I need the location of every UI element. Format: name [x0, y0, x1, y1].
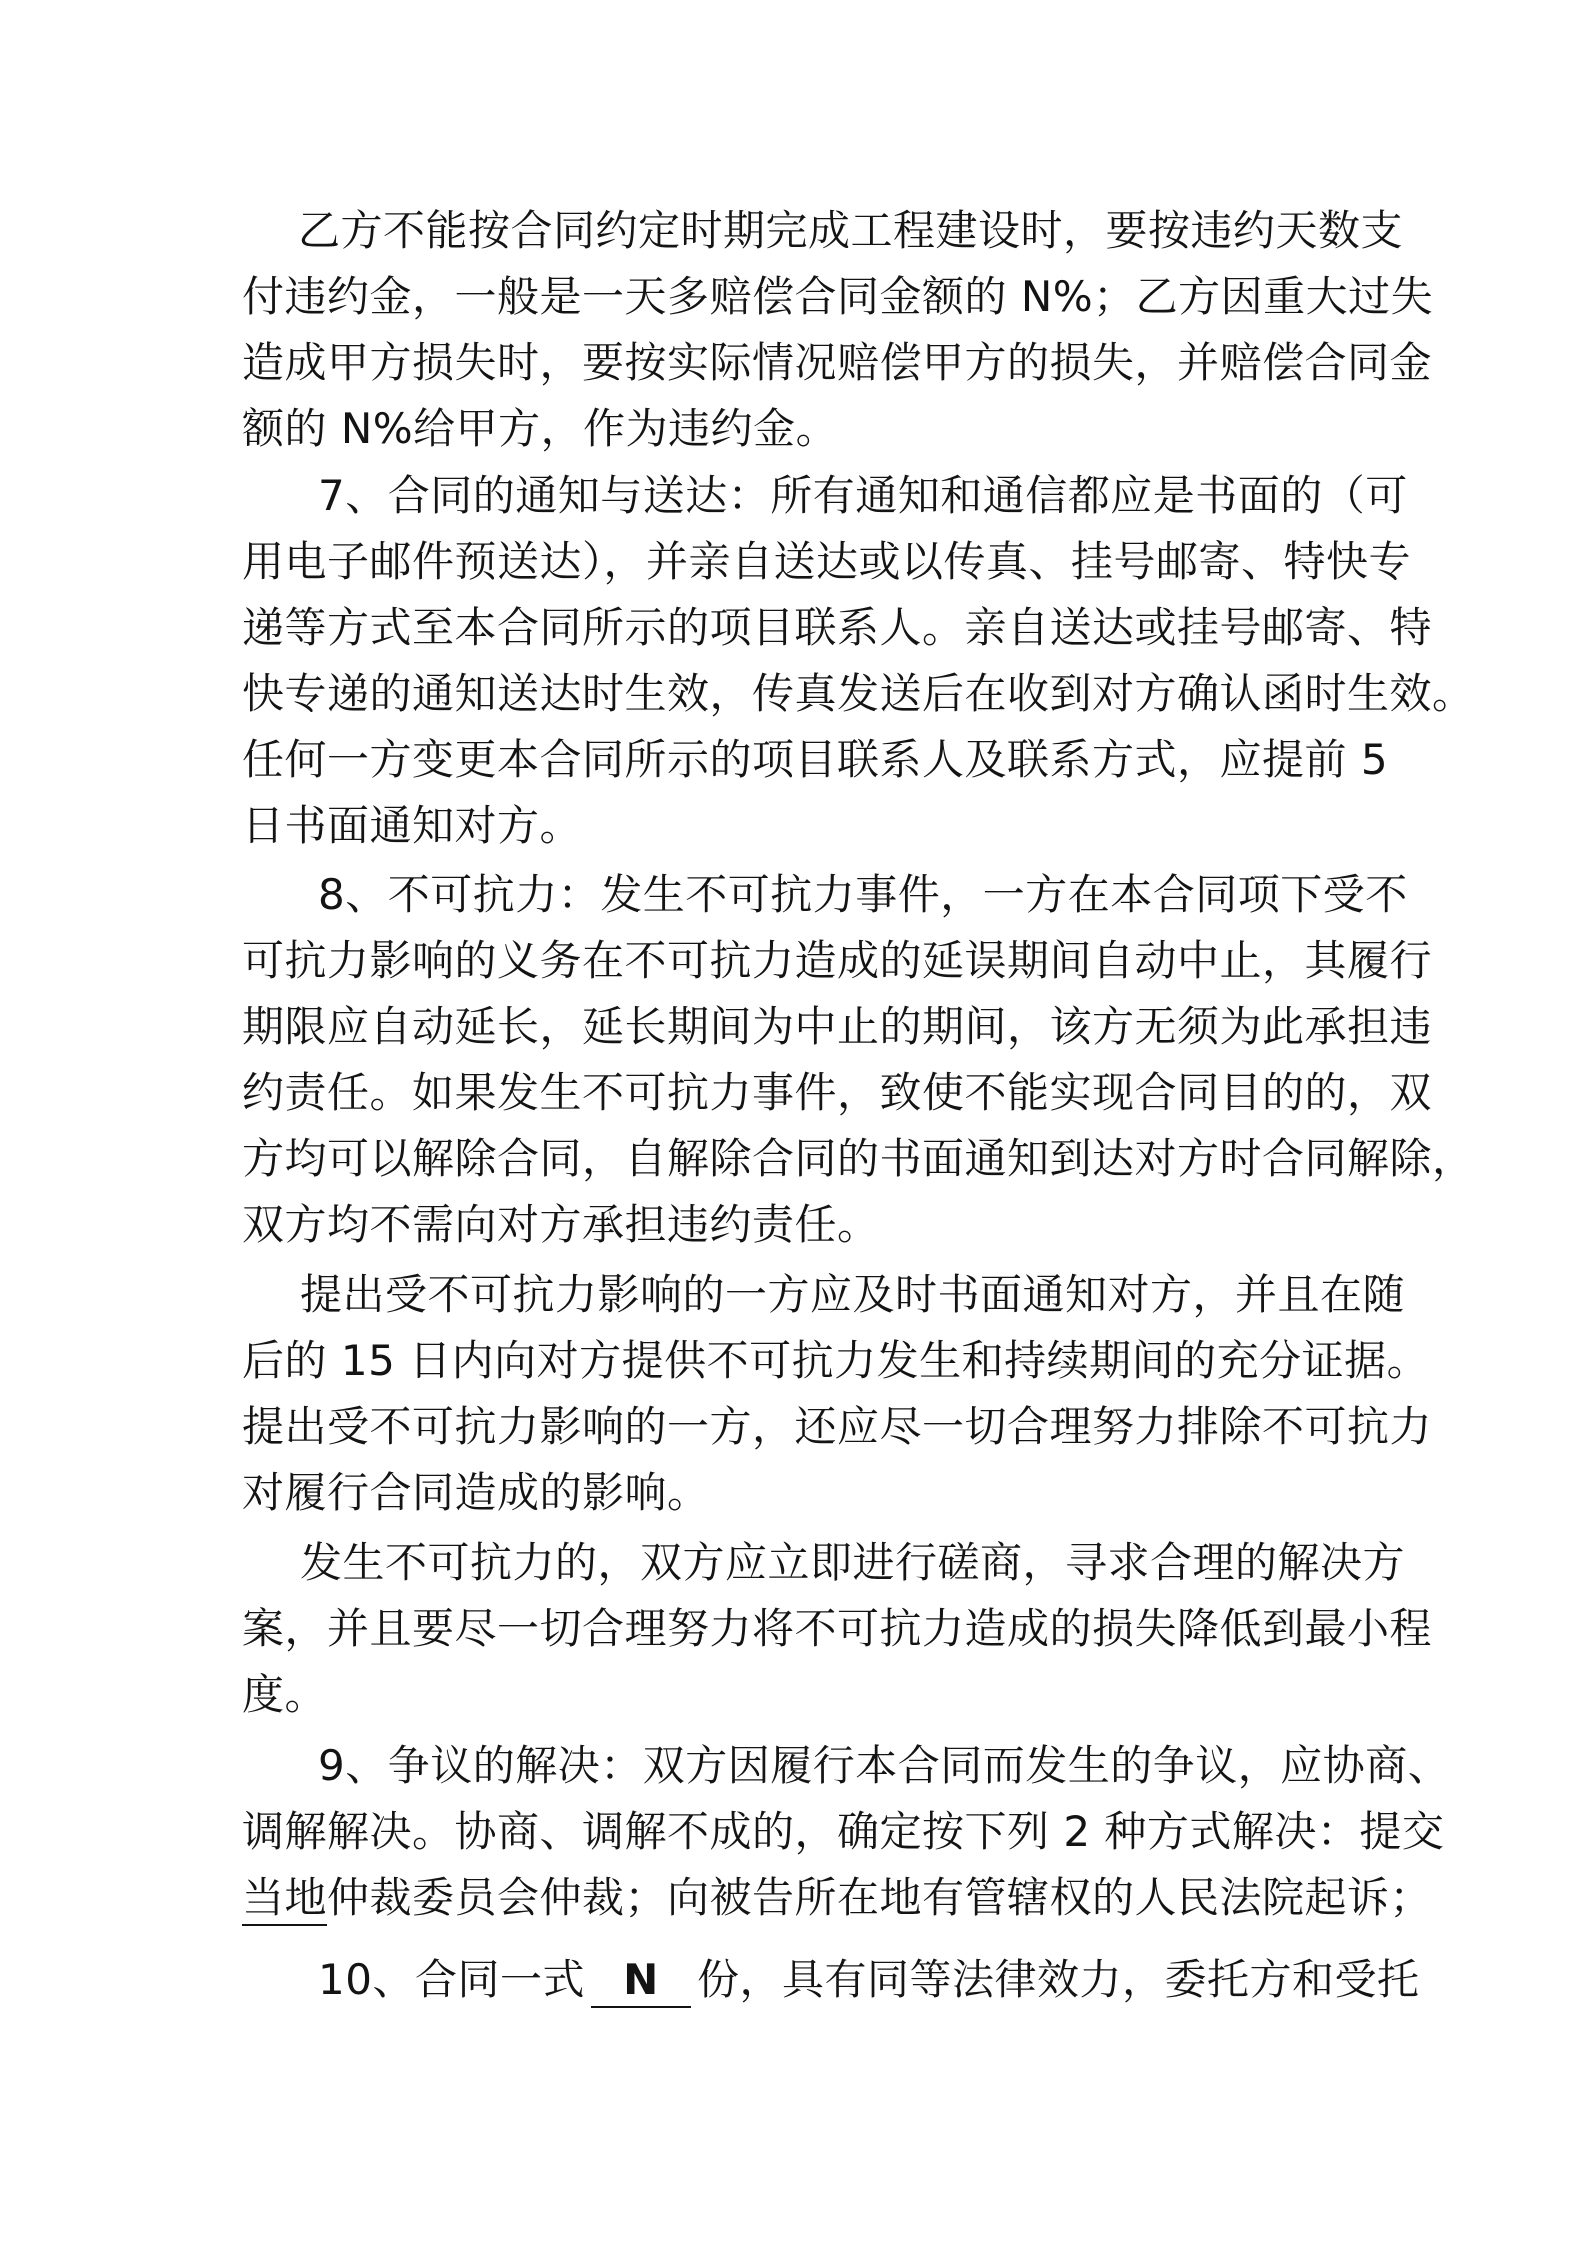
- clause-9-heading-line: 9、争议的解决：双方因履行本合同而发生的争议，应协商、: [318, 1741, 1451, 1790]
- paragraph-line: 调解解决。协商、调解不成的，确定按下列 2 种方式解决：提交: [242, 1807, 1445, 1856]
- paragraph-line: 提出受不可抗力影响的一方应及时书面通知对方，并且在随: [300, 1270, 1406, 1319]
- paragraph-line: 方均可以解除合同，自解除合同的书面通知到达对方时合同解除，: [242, 1134, 1475, 1183]
- paragraph-line: [242, 1865, 1433, 1931]
- paragraph-line: 额的 N%给甲方，作为违约金。: [242, 404, 839, 453]
- copies-count-blank: N: [591, 1954, 691, 2008]
- paragraph-line: 用电子邮件预送达），并亲自送达或以传真、挂号邮寄、特快专: [242, 537, 1412, 586]
- paragraph-line: 双方均不需向对方承担违约责任。: [242, 1200, 880, 1249]
- paragraph-line: 乙方不能按合同约定时期完成工程建设时，要按违约天数支: [298, 206, 1404, 255]
- paragraph-line: 案，并且要尽一切合理努力将不可抗力造成的损失降低到最小程: [242, 1604, 1433, 1653]
- paragraph-line: 日书面通知对方。: [242, 801, 583, 850]
- paragraph-line: 递等方式至本合同所示的项目联系人。亲自送达或挂号邮寄、特: [242, 603, 1433, 652]
- paragraph-line: 付违约金，一般是一天多赔偿合同金额的 N%；乙方因重大过失: [242, 272, 1434, 321]
- clause-10-prefix: 10、合同一式: [318, 1955, 585, 2004]
- paragraph-line: 提出受不可抗力影响的一方，还应尽一切合理努力排除不可抗力: [242, 1402, 1433, 1451]
- paragraph-line: 后的 15 日内向对方提供不可抗力发生和持续期间的充分证据。: [242, 1336, 1430, 1385]
- clause-10-line: [318, 1947, 1420, 2013]
- clause-8-heading-line: 8、不可抗力：发生不可抗力事件，一方在本合同项下受不: [318, 870, 1408, 919]
- paragraph-line: 快专递的通知送达时生效，传真发送后在收到对方确认函时生效。: [242, 669, 1475, 718]
- paragraph-line: 造成甲方损失时，要按实际情况赔偿甲方的损失，并赔偿合同金: [242, 338, 1433, 387]
- paragraph-line: 度。: [242, 1670, 328, 1719]
- paragraph-line: 约责任。如果发生不可抗力事件，致使不能实现合同目的的，双: [242, 1068, 1433, 1117]
- paragraph-line: 任何一方变更本合同所示的项目联系人及联系方式，应提前 5: [242, 735, 1389, 784]
- clause-7-heading-line: 7、合同的通知与送达：所有通知和通信都应是书面的（可: [318, 471, 1408, 520]
- paragraph-text: 仲裁委员会仲裁；向被告所在地有管辖权的人民法院起诉；: [327, 1873, 1433, 1922]
- paragraph-line: 期限应自动延长，延长期间为中止的期间，该方无须为此承担违: [242, 1002, 1433, 1051]
- underlined-place-text: 当地: [242, 1872, 327, 1926]
- paragraph-line: 对履行合同造成的影响。: [242, 1468, 710, 1517]
- clause-10-suffix: 份，具有同等法律效力，委托方和受托: [696, 1955, 1420, 2004]
- paragraph-line: 发生不可抗力的，双方应立即进行磋商，寻求合理的解决方: [300, 1538, 1406, 1587]
- paragraph-line: 可抗力影响的义务在不可抗力造成的延误期间自动中止，其履行: [242, 936, 1433, 985]
